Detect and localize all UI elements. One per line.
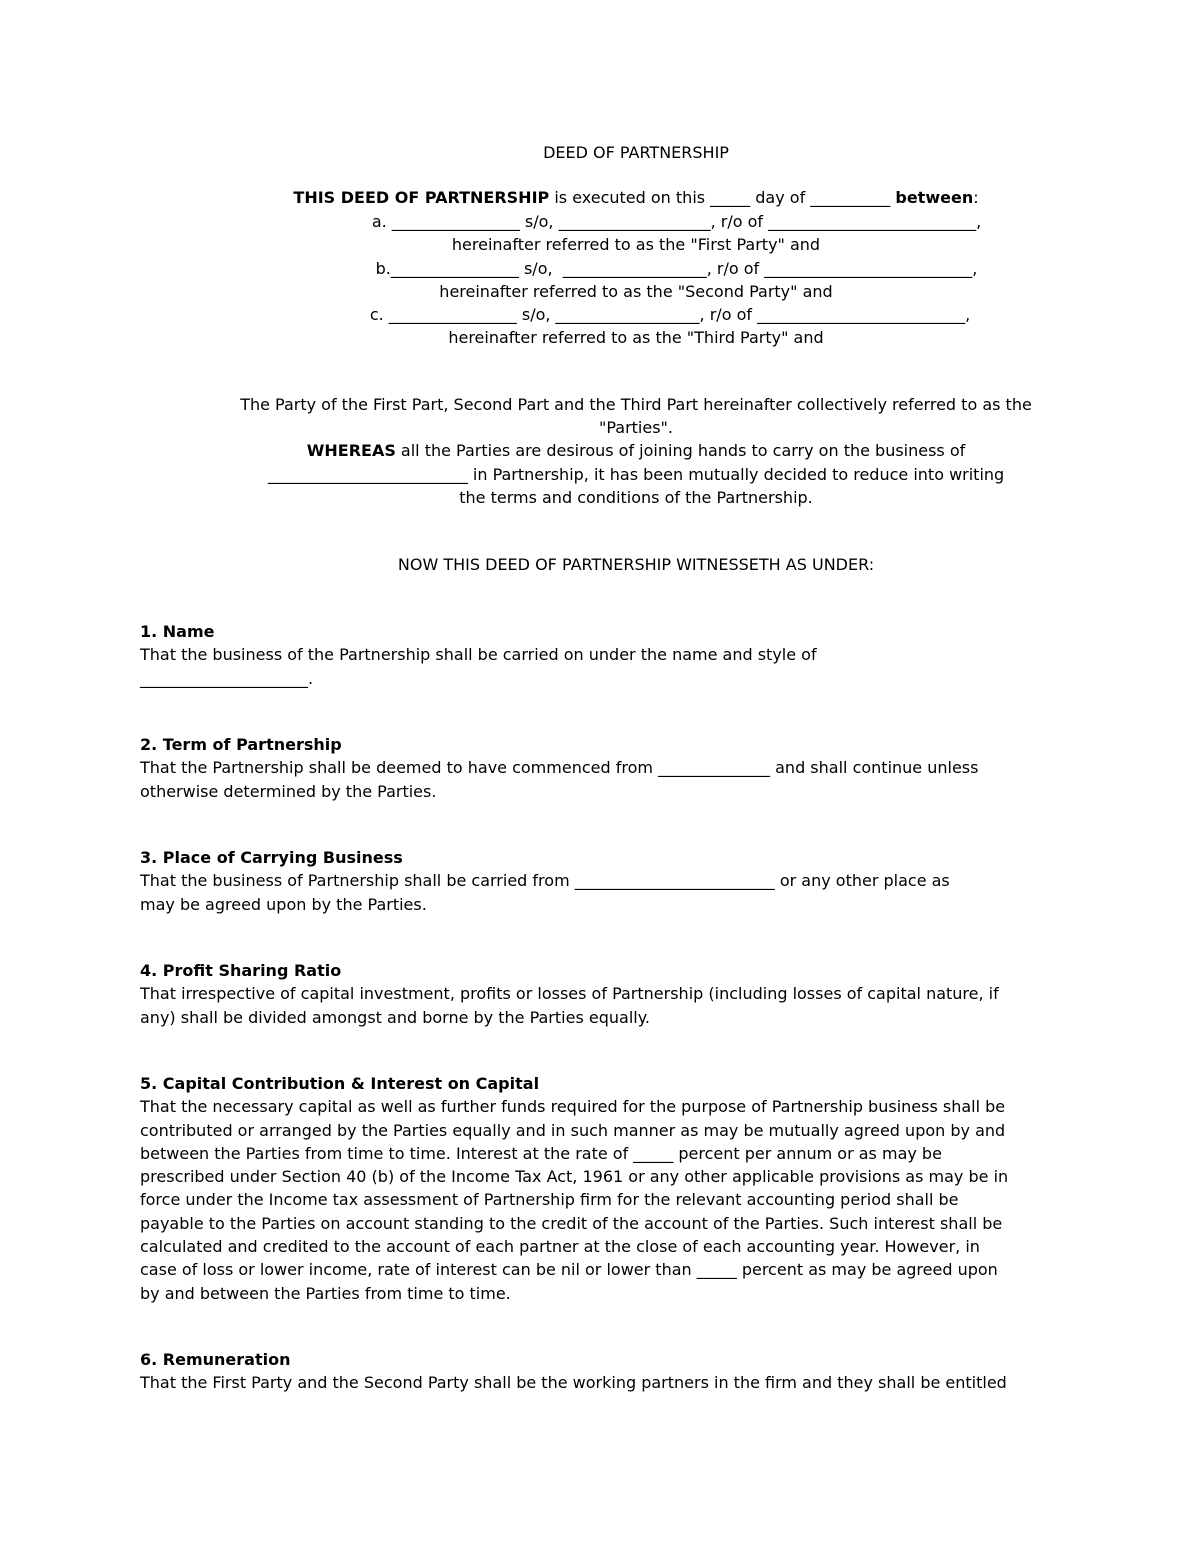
clause-3 bbox=[140, 846, 1065, 916]
clause-text-line: That the business of the Partnership shall be carried on under the name and style of bbox=[140, 645, 817, 665]
witnesseth-heading: NOW THIS DEED OF PARTNERSHIP WITNESSETH AS UNDER: bbox=[397, 555, 875, 574]
intro-between: between bbox=[895, 188, 974, 207]
clause-text-line: contributed or arranged by the Parties equally and in such manner as may be mutually agreed upon by and bbox=[140, 1120, 1006, 1140]
clause-heading: 3. Place of Carrying Business bbox=[140, 848, 403, 867]
clause-4 bbox=[140, 959, 1065, 1029]
intro-lead-rest: is executed on this _____ day of __________ bbox=[549, 188, 896, 207]
clause-text-line: any) shall be divided amongst and borne by the Parties equally. bbox=[140, 1007, 650, 1027]
intro-colon: : bbox=[973, 188, 979, 207]
clause-text-line: otherwise determined by the Parties. bbox=[140, 781, 437, 801]
clause-5 bbox=[140, 1072, 1065, 1305]
clause-heading: 2. Term of Partnership bbox=[140, 735, 342, 754]
party-c-line: c. ________________ s/o, __________________, r/o of __________________________, bbox=[369, 305, 971, 324]
clause-text-line: prescribed under Section 40 (b) of the Income Tax Act, 1961 or any other applicable provisions as may be in bbox=[140, 1167, 1009, 1187]
clause-text-line: by and between the Parties from time to time. bbox=[140, 1283, 511, 1303]
clause-text-line: That the business of Partnership shall be carried from _________________________ or any other place as bbox=[140, 871, 950, 891]
party-c-ref: hereinafter referred to as the "Third Party" and bbox=[448, 328, 824, 347]
intro-line bbox=[0, 188, 1200, 207]
whereas-line-3: the terms and conditions of the Partnership. bbox=[459, 488, 813, 507]
document-title: DEED OF PARTNERSHIP bbox=[543, 143, 729, 162]
clause-text-line: case of loss or lower income, rate of interest can be nil or lower than _____ percent as may be agreed upon bbox=[140, 1260, 998, 1280]
clause-text-line: may be agreed upon by the Parties. bbox=[140, 894, 427, 914]
whereas-line-1-rest: all the Parties are desirous of joining hands to carry on the business of bbox=[395, 441, 966, 460]
clause-heading: 1. Name bbox=[140, 622, 215, 641]
clause-2 bbox=[140, 733, 1065, 803]
clause-heading: 5. Capital Contribution & Interest on Capital bbox=[140, 1074, 540, 1093]
clause-text-line: That irrespective of capital investment, profits or losses of Partnership (including losses of capital nature, if bbox=[140, 984, 999, 1004]
intro-lead-bold: THIS DEED OF PARTNERSHIP bbox=[293, 188, 550, 207]
clause-text-line: payable to the Parties on account standing to the credit of the account of the Parties. Such interest shall be bbox=[140, 1213, 1003, 1233]
party-b-line: b.________________ s/o, __________________, r/o of __________________________, bbox=[375, 259, 978, 278]
clause-text-line: _____________________. bbox=[140, 668, 314, 688]
party-a-line: a. ________________ s/o, ___________________, r/o of __________________________, bbox=[371, 212, 982, 231]
party-a-ref: hereinafter referred to as the "First Party" and bbox=[451, 235, 821, 254]
clause-1 bbox=[140, 620, 1065, 690]
whereas-line-1 bbox=[0, 441, 1200, 460]
clause-text-line: force under the Income tax assessment of Partnership firm for the relevant accounting period shall be bbox=[140, 1190, 959, 1210]
clause-6 bbox=[140, 1348, 1065, 1395]
clause-heading: 6. Remuneration bbox=[140, 1350, 291, 1369]
clause-text-line: That the necessary capital as well as further funds required for the purpose of Partnership business shall be bbox=[140, 1097, 1006, 1117]
clause-text-line: That the First Party and the Second Party shall be the working partners in the firm and they shall be entitled bbox=[140, 1373, 1007, 1393]
clause-text-line: calculated and credited to the account of each partner at the close of each accounting year. However, in bbox=[140, 1237, 980, 1257]
clause-text-line: between the Parties from time to time. Interest at the rate of _____ percent per annum or as may be bbox=[140, 1143, 942, 1163]
collective-line-1: The Party of the First Part, Second Part and the Third Part hereinafter collectively referred to as the bbox=[240, 395, 1032, 414]
whereas-bold: WHEREAS bbox=[306, 441, 396, 460]
whereas-line-2: _________________________ in Partnership, it has been mutually decided to reduce into writing bbox=[267, 465, 1005, 484]
clause-heading: 4. Profit Sharing Ratio bbox=[140, 961, 342, 980]
clause-text-line: That the Partnership shall be deemed to have commenced from ______________ and shall continue unless bbox=[140, 758, 979, 778]
collective-line-2: "Parties". bbox=[598, 418, 673, 437]
party-b-ref: hereinafter referred to as the "Second Party" and bbox=[439, 282, 833, 301]
